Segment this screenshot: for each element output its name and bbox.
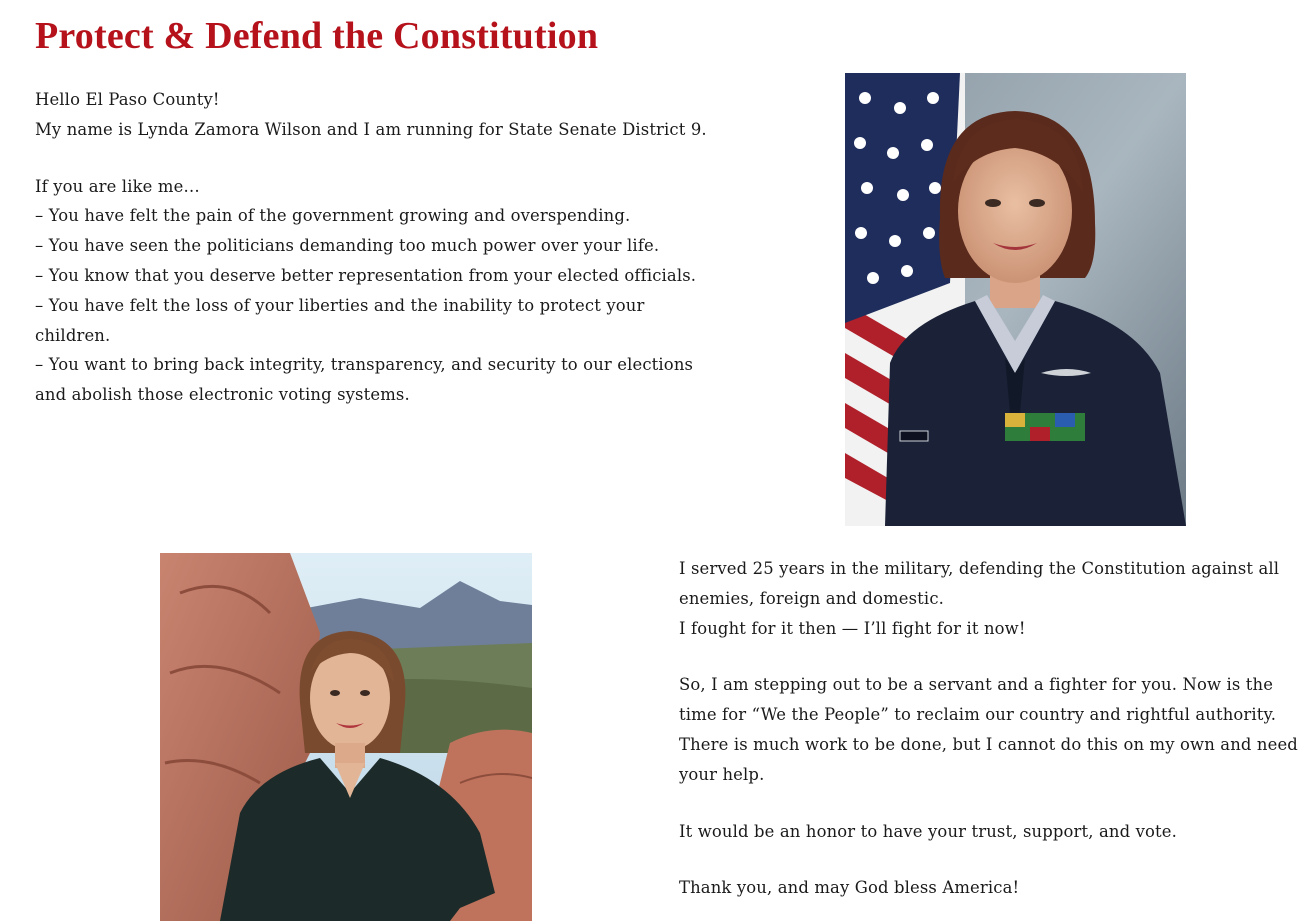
- page-title: Protect & Defend the Constitution: [35, 15, 599, 57]
- intro-section: [35, 85, 725, 410]
- if-like-me-text: If you are like me…: [35, 176, 200, 196]
- candidate-intro-text: My name is Lynda Zamora Wilson and I am running for State Senate District 9.: [35, 119, 707, 139]
- servant-text: So, I am stepping out to be a servant and a fighter for you. Now is the time for “We the People” to reclaim our country and rightful authority. There is much work to be done, but I cannot do this on my own and need your help.: [679, 675, 1298, 784]
- bullet-item: – You have felt the loss of your liberties and the inability to protect your children.: [35, 295, 645, 345]
- closing-text: Thank you, and may God bless America!: [679, 878, 1020, 898]
- bullet-item: – You want to bring back integrity, transparency, and security to our elections and abolish those electronic voting systems.: [35, 355, 694, 405]
- intro-greeting-block: [35, 85, 725, 145]
- bio-section: [679, 554, 1304, 903]
- fight-now-text: I fought for it then — I’ll fight for it now!: [679, 618, 1026, 638]
- outdoor-candidate-photo: [160, 553, 532, 921]
- greeting-text: Hello El Paso County!: [35, 90, 220, 109]
- uniform-portrait-image: [845, 73, 1186, 526]
- military-block: [679, 554, 1304, 643]
- military-service-text: I served 25 years in the military, defending the Constitution against all enemies, foreign and domestic.: [679, 559, 1280, 608]
- if-like-me-block: [35, 172, 725, 410]
- bullet-item: – You have felt the pain of the government growing and overspending.: [35, 206, 631, 226]
- bullet-item: – You have seen the politicians demanding too much power over your life.: [35, 236, 660, 256]
- honor-text: It would be an honor to have your trust, support, and vote.: [679, 821, 1177, 841]
- bullet-item: – You know that you deserve better representation from your elected officials.: [35, 265, 697, 285]
